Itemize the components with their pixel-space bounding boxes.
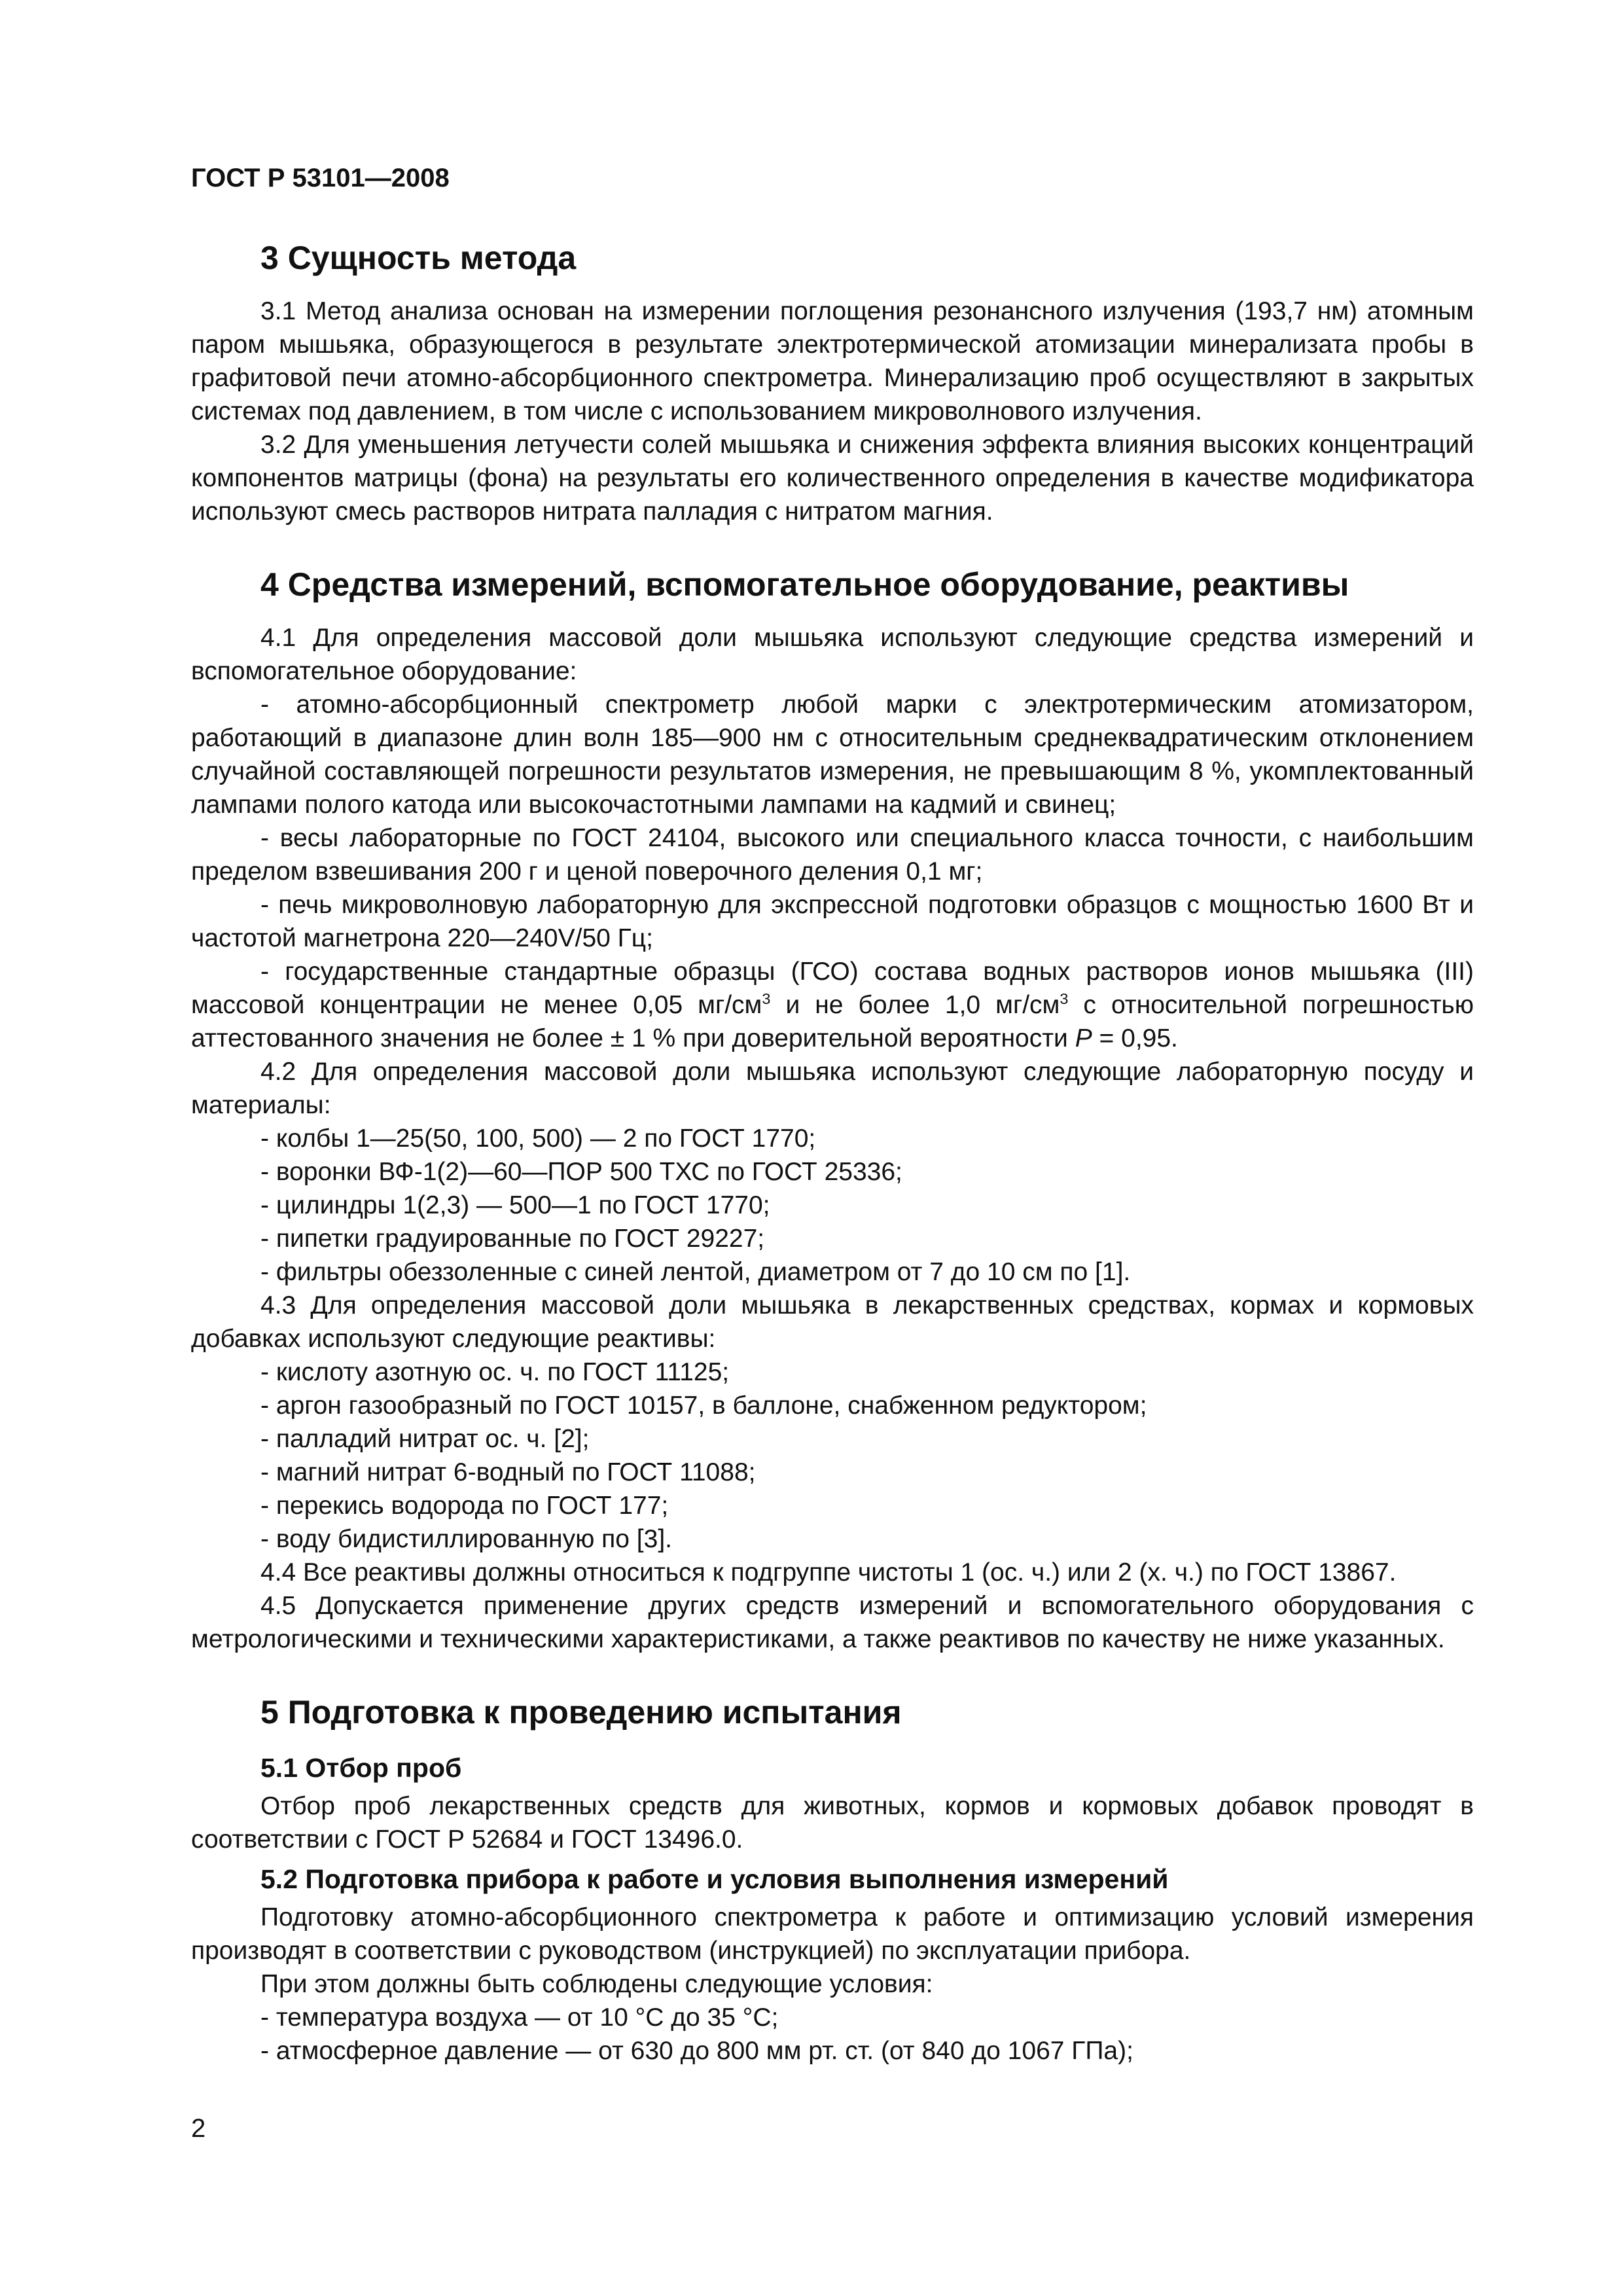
document-header: ГОСТ Р 53101—2008 — [191, 164, 450, 192]
paragraph-5-2-1: Подготовку атомно-абсорбционного спектрометра к работе и оптимизацию условий измерения производят в соответствии с руководством (инструкцией) по эксплуатации прибора. — [191, 1903, 1474, 1965]
reagent-item: - палладий нитрат ос. ч. [2]; — [260, 1425, 590, 1453]
reagent-item: - воду бидистиллированную по [3]. — [260, 1525, 672, 1553]
glassware-item: - цилиндры 1(2,3) — 500—1 по ГОСТ 1770; — [260, 1191, 770, 1219]
glassware-item: - фильтры обеззоленные с синей лентой, диаметром от 7 до 10 см по [1]. — [260, 1258, 1131, 1286]
equipment-item-spectrometer: - атомно-абсорбционный спектрометр любой марки с электротермическим атомизатором, работающий в диапазоне длин волн 185—900 нм с относительным среднеквадратическим отклонением случайной составляющей погрешности результатов измерения, не превышающим 8 %, укомплектованный лампами полого катода или высокочастотными лампами на кадмий и свинец; — [191, 691, 1474, 819]
paragraph-4-5: 4.5 Допускается применение других средств измерений и вспомогательного оборудования с метрологическими и техническими характеристиками, а также реактивов по качеству не ниже указанных. — [191, 1592, 1474, 1653]
glassware-item: - колбы 1—25(50, 100, 500) — 2 по ГОСТ 1770; — [260, 1124, 816, 1153]
condition-item: - атмосферное давление — от 630 до 800 мм рт. ст. (от 840 до 1067 ГПа); — [260, 2037, 1133, 2065]
reagent-item: - перекись водорода по ГОСТ 177; — [260, 1492, 669, 1520]
section-4-heading: 4 Средства измерений, вспомогательное оборудование, реактивы — [260, 566, 1349, 603]
condition-item: - температура воздуха — от 10 °С до 35 °С; — [260, 2003, 779, 2032]
page-content — [191, 237, 1474, 2068]
paragraph-5-2-2: При этом должны быть соблюдены следующие условия: — [260, 1970, 933, 1998]
reagent-item: - магний нитрат 6-водный по ГОСТ 11088; — [260, 1458, 756, 1486]
equipment-item-scales: - весы лабораторные по ГОСТ 24104, высокого или специального класса точности, с наибольшим пределом взвешивания 200 г и ценой поверочного деления 0,1 мг; — [191, 824, 1474, 886]
subsection-5-2-heading: 5.2 Подготовка прибора к работе и условия выполнения измерений — [260, 1864, 1169, 1894]
paragraph-3-1: 3.1 Метод анализа основан на измерении поглощения резонансного излучения (193,7 нм) атомным паром мышьяка, образующегося в результате электротермической атомизации минерализата пробы в графитовой печи атомно-абсорбционного спектрометра. Минерализацию проб осуществляют в закрытых системах под давлением, в том числе с использованием микроволнового излучения. — [191, 297, 1474, 425]
paragraph-5-1: Отбор проб лекарственных средств для животных, кормов и кормовых добавок проводят в соответствии с ГОСТ Р 52684 и ГОСТ 13496.0. — [191, 1792, 1474, 1854]
equipment-item-microwave: - печь микроволновую лабораторную для экспрессной подготовки образцов с мощностью 1600 Вт и частотой магнетрона 220—240V/50 Гц; — [191, 891, 1474, 952]
reagent-item: - кислоту азотную ос. ч. по ГОСТ 11125; — [260, 1358, 730, 1386]
section-5-heading: 5 Подготовка к проведению испытания — [260, 1694, 902, 1731]
subsection-5-1-heading: 5.1 Отбор проб — [260, 1753, 462, 1783]
section-3-heading: 3 Сущность метода — [260, 240, 577, 276]
paragraph-4-3: 4.3 Для определения массовой доли мышьяка в лекарственных средствах, кормах и кормовых добавках используют следующие реактивы: — [191, 1291, 1474, 1353]
equipment-item-gso: - государственные стандартные образцы (ГСО) состава водных растворов ионов мышьяка (III) массовой концентрации не менее 0,05 $мг/см^3$ и не более 1,0 $мг/см^3$ с относительной погрешностью аттестованного значения не более ± 1 % при доверительной вероятности P = 0,95. — [191, 958, 1474, 1052]
paragraph-4-2: 4.2 Для определения массовой доли мышьяка используют следующие лабораторную посуду и материалы: — [191, 1058, 1474, 1119]
paragraph-3-2: 3.2 Для уменьшения летучести солей мышьяка и снижения эффекта влияния высоких концентраций компонентов матрицы (фона) на результаты его количественного определения в качестве модификатора используют смесь растворов нитрата палладия с нитратом магния. — [191, 431, 1474, 526]
page-number: 2 — [191, 2114, 206, 2143]
reagent-item: - аргон газообразный по ГОСТ 10157, в баллоне, снабженном редуктором; — [260, 1391, 1147, 1420]
paragraph-4-1: 4.1 Для определения массовой доли мышьяка используют следующие средства измерений и вспомогательное оборудование: — [191, 624, 1474, 685]
glassware-item: - пипетки градуированные по ГОСТ 29227; — [260, 1225, 765, 1253]
paragraph-4-4: 4.4 Все реактивы должны относиться к подгруппе чистоты 1 (ос. ч.) или 2 (х. ч.) по ГОСТ 13867. — [260, 1558, 1397, 1587]
glassware-item: - воронки ВФ-1(2)—60—ПОР 500 ТХС по ГОСТ 25336; — [260, 1158, 902, 1186]
